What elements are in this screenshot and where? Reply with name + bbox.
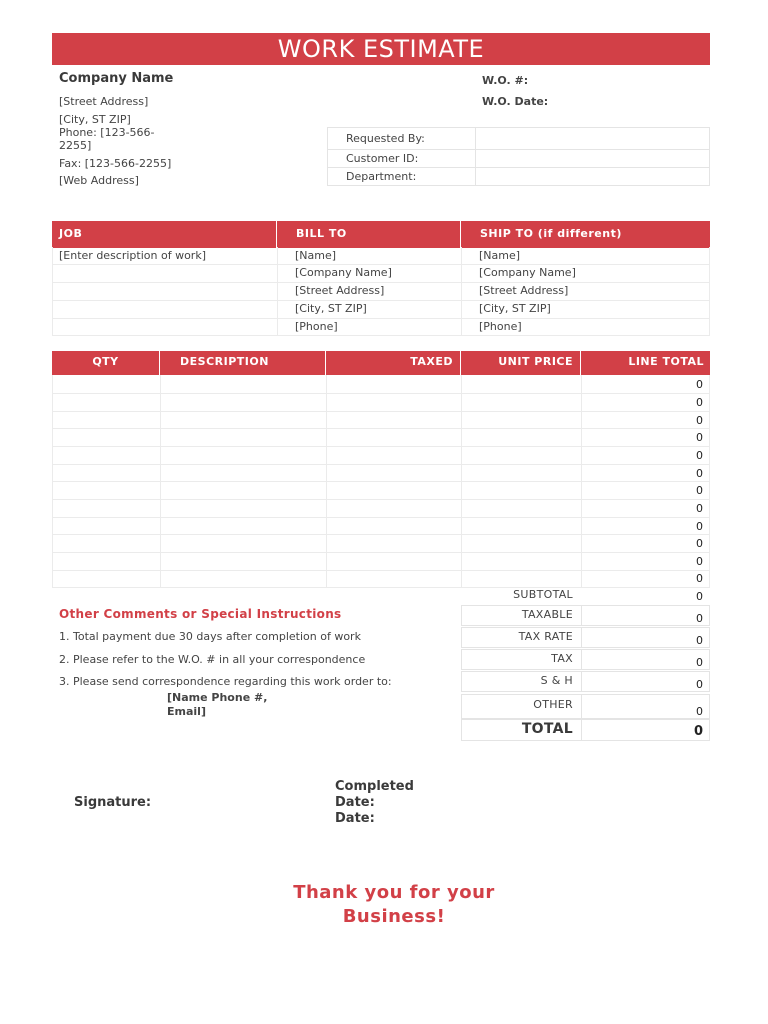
sh-value: 0 — [696, 678, 703, 691]
page-title-banner: WORK ESTIMATE — [52, 33, 710, 65]
bill-to-street[interactable]: [Street Address] — [295, 284, 385, 297]
ship-to-street[interactable]: [Street Address] — [479, 284, 569, 297]
comments-title: Other Comments or Special Instructions — [59, 607, 342, 621]
line-total-9: 0 — [696, 520, 703, 533]
bill-to-phone[interactable]: [Phone] — [295, 320, 338, 333]
ship-to-header: SHIP TO (if different) — [480, 227, 622, 240]
other-value: 0 — [696, 705, 703, 718]
comment-line-3: 3. Please send correspondence regarding this work order to: — [59, 675, 392, 688]
completed-label: Completed — [335, 779, 414, 794]
company-name: Company Name — [59, 71, 174, 86]
job-description[interactable]: [Enter description of work] — [59, 249, 206, 262]
company-city: [City, ST ZIP] — [59, 113, 131, 126]
contact-line-1: [Name Phone #, — [167, 691, 268, 704]
line-total-10: 0 — [696, 537, 703, 550]
ship-to-city[interactable]: [City, ST ZIP] — [479, 302, 551, 315]
tax-rate-label: TAX RATE — [518, 630, 573, 643]
signature-label: Signature: — [74, 795, 152, 810]
bill-to-company[interactable]: [Company Name] — [295, 266, 392, 279]
company-phone-cont: 2255] — [59, 139, 92, 152]
line-total-6: 0 — [696, 467, 703, 480]
company-fax: Fax: [123-566-2255] — [59, 157, 172, 170]
ship-to-company[interactable]: [Company Name] — [479, 266, 576, 279]
job-section-header — [52, 221, 710, 248]
taxable-label: TAXABLE — [521, 608, 573, 621]
taxed-header: TAXED — [326, 351, 461, 375]
tax-value: 0 — [696, 656, 703, 669]
thanks-line-2: Business! — [342, 906, 446, 927]
thank-you-message — [240, 881, 548, 927]
line-total-5: 0 — [696, 449, 703, 462]
company-web: [Web Address] — [59, 174, 139, 187]
total-label: TOTAL — [521, 721, 573, 737]
ship-to-name[interactable]: [Name] — [479, 249, 521, 262]
qty-header: QTY — [52, 351, 160, 375]
request-info-table — [327, 127, 710, 186]
subtotal-value: 0 — [696, 590, 703, 603]
line-total-7: 0 — [696, 484, 703, 497]
customer-id-field[interactable] — [476, 150, 710, 168]
comment-line-2: 2. Please refer to the W.O. # in all your correspondence — [59, 653, 366, 666]
line-total-8: 0 — [696, 502, 703, 515]
tax-rate-value: 0 — [696, 634, 703, 647]
requested-by-label: Requested By: — [328, 128, 476, 150]
other-label: OTHER — [533, 698, 573, 711]
job-header: JOB — [52, 221, 277, 248]
bill-to-name[interactable]: [Name] — [295, 249, 337, 262]
customer-id-label: Customer ID: — [328, 150, 476, 168]
department-field[interactable] — [476, 168, 710, 186]
line-total-2: 0 — [696, 396, 703, 409]
sh-label: S & H — [540, 674, 573, 687]
items-table-header — [52, 351, 710, 375]
company-street: [Street Address] — [59, 95, 149, 108]
date-label-1: Date: — [335, 795, 375, 810]
requested-by-field[interactable] — [476, 128, 710, 150]
line-total-4: 0 — [696, 431, 703, 444]
line-total-12: 0 — [696, 572, 703, 585]
line-total-3: 0 — [696, 414, 703, 427]
line-total-11: 0 — [696, 555, 703, 568]
date-label-2: Date: — [335, 811, 375, 826]
bill-to-header: BILL TO — [277, 221, 461, 248]
contact-line-2: Email] — [167, 705, 206, 718]
description-header: DESCRIPTION — [160, 351, 326, 375]
department-label: Department: — [328, 168, 476, 186]
bill-to-city[interactable]: [City, ST ZIP] — [295, 302, 367, 315]
total-value: 0 — [693, 724, 703, 739]
thanks-line-1: Thank you for your — [293, 882, 495, 903]
ship-to-phone[interactable]: [Phone] — [479, 320, 522, 333]
line-total-header: LINE TOTAL — [628, 355, 704, 368]
taxable-value: 0 — [696, 612, 703, 625]
contact-info — [167, 691, 267, 719]
company-phone: Phone: [123-566- — [59, 126, 155, 139]
unit-price-header: UNIT PRICE — [461, 351, 581, 375]
line-total-1: 0 — [696, 378, 703, 391]
subtotal-label: SUBTOTAL — [513, 588, 573, 601]
wo-number-label: W.O. #: — [482, 74, 529, 87]
comment-line-1: 1. Total payment due 30 days after completion of work — [59, 630, 361, 643]
wo-date-label: W.O. Date: — [482, 95, 549, 108]
tax-label: TAX — [551, 652, 573, 665]
completed-date-block — [335, 779, 414, 827]
